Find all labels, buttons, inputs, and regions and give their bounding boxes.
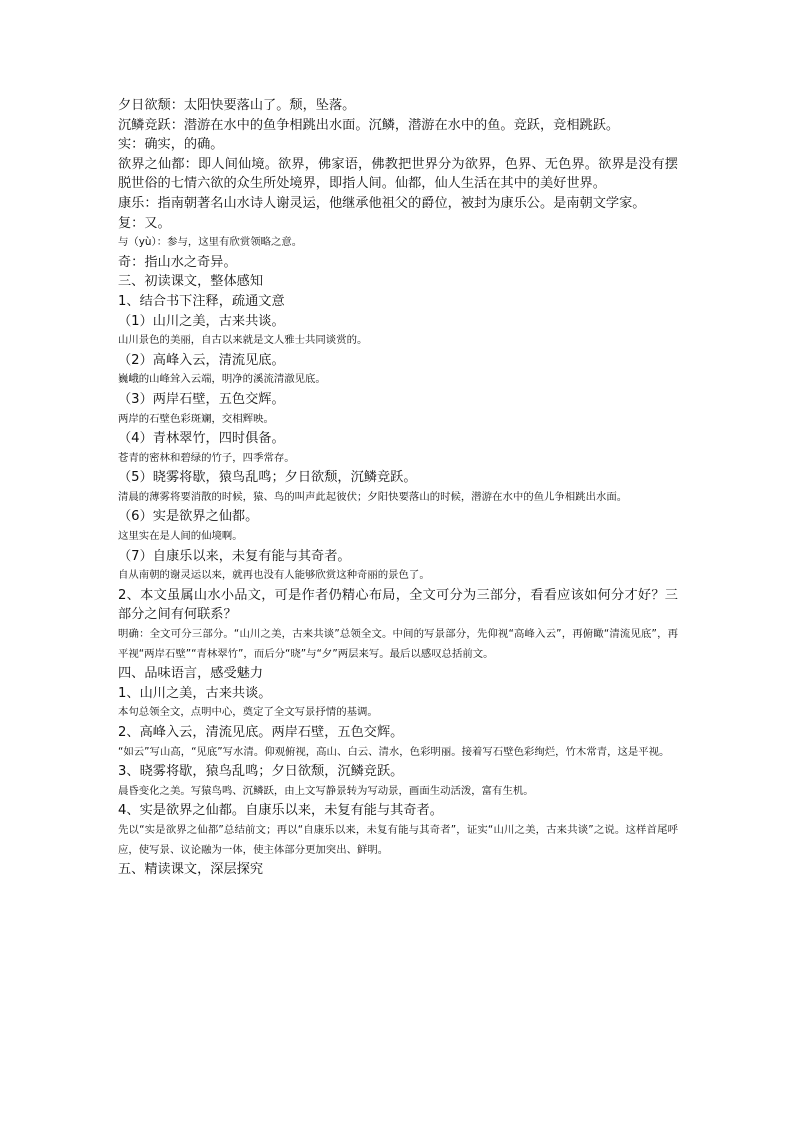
text-line: （7）自康乐以来，未复有能与其奇者。	[118, 548, 351, 564]
text-line: 实：确实，的确。	[118, 137, 224, 153]
translation-text: 先以“实是欲界之仙都”总结前文；再以“自康乐以来，未复有能与其奇者”，证实“山川之美，古来共谈”之说。这样首尾呼应，使写景、议论融为一体，使主体部分更加突出、鲜明。	[118, 823, 678, 856]
text-line: （6）实是欲界之仙都。	[118, 509, 259, 525]
text-line: 欲界之仙都：即人间仙境。欲界，佛家语，佛教把世界分为欲界，色界、无色界。欲界是没有摆脱世俗的七情六欲的众生所处境界，即指人间。仙都，仙人生活在其中的美好世界。	[118, 156, 678, 192]
text-line: 1、山川之美，古来共谈。	[118, 685, 272, 701]
text-line: 奇：指山水之奇异。	[118, 254, 237, 270]
text-line: 2、高峰入云，清流见底。两岸石壁，五色交辉。	[118, 725, 404, 740]
text-line: （3）两岸石壁，五色交辉。	[118, 391, 285, 407]
translation-text: 晨昏变化之美。写猿鸟鸣、沉鳞跃，由上文写静景转为写动景，画面生动活泼，富有生机。	[118, 784, 534, 797]
translation-text: 这里实在是人间的仙境啊。	[118, 530, 243, 543]
translation-text: “如云”写山高，“见底”写水清。仰观俯视，高山、白云、清水，色彩明丽。接着写石壁色彩绚烂，竹木常青，这是平视。	[118, 745, 670, 758]
document-body	[118, 96, 678, 880]
translation-text: 自从南朝的谢灵运以来，就再也没有人能够欣赏这种奇丽的景色了。	[118, 569, 430, 582]
translation-text: 巍峨的山峰耸入云端，明净的溪流清澈见底。	[118, 373, 326, 386]
text-line: 复：又。	[118, 215, 171, 231]
translation-text: 苍青的密林和碧绿的竹子，四季常存。	[118, 451, 295, 464]
text-line: 2、本文虽属山水小品文，可是作者仍精心布局，全文可分为三部分，看看应该如何分才好？三部分之间有何联系？	[118, 587, 678, 623]
text-line: 五、精读课文，深层探究	[118, 862, 264, 878]
text-line: 夕日欲颓：太阳快要落山了。颓，坠落。	[118, 98, 356, 113]
translation-text: 明确：全文可分三部分。“山川之美，古来共谈”总领全文。中间的写景部分，先仰视“高峰入云”，再俯瞰“清流见底”，再平视“两岸石壁”“青林翠竹”，而后分“晓”与“夕”两层来写。最后以感叹总括前文。	[118, 628, 678, 660]
text-line: （2）高峰入云，清流见底。	[118, 352, 285, 368]
text-line: 康乐：指南朝著名山水诗人谢灵运，他继承他祖父的爵位，被封为康乐公。是南朝文学家。	[118, 195, 646, 211]
text-line: 1、结合书下注释，疏通文意	[118, 293, 285, 309]
text-line: 3、晓雾将歇，猿鸟乱鸣；夕日欲颓，沉鳞竞跃。	[118, 764, 404, 780]
translation-text: 两岸的石壁色彩斑斓，交相辉映。	[118, 412, 274, 425]
translation-text: 与（yù）：参与，这里有欣赏领略之意。	[118, 236, 303, 249]
text-line: 4、实是欲界之仙都。自康乐以来，未复有能与其奇者。	[118, 803, 443, 819]
text-line: 沉鳞竞跃：潜游在水中的鱼争相跳出水面。沉鳞，潜游在水中的鱼。竞跃，竞相跳跃。	[118, 117, 620, 133]
translation-text: 山川景色的美丽，自古以来就是文人雅士共同谈赏的。	[118, 334, 368, 347]
text-line: （5）晓雾将歇，猿鸟乱鸣；夕日欲颓，沉鳞竞跃。	[118, 470, 417, 486]
translation-text: 清晨的薄雾将要消散的时候，猿、鸟的叫声此起彼伏；夕阳快要落山的时候，潜游在水中的鱼儿争相跳出水面。	[118, 490, 628, 503]
translation-text: 本句总领全文，点明中心，奠定了全文写景抒情的基调。	[118, 706, 378, 719]
text-line: 三、初读课文，整体感知	[118, 274, 264, 290]
text-line: （1）山川之美，古来共谈。	[118, 313, 285, 329]
text-line: （4）青林翠竹，四时俱备。	[118, 431, 285, 447]
text-line: 四、品味语言，感受魅力	[118, 666, 264, 682]
